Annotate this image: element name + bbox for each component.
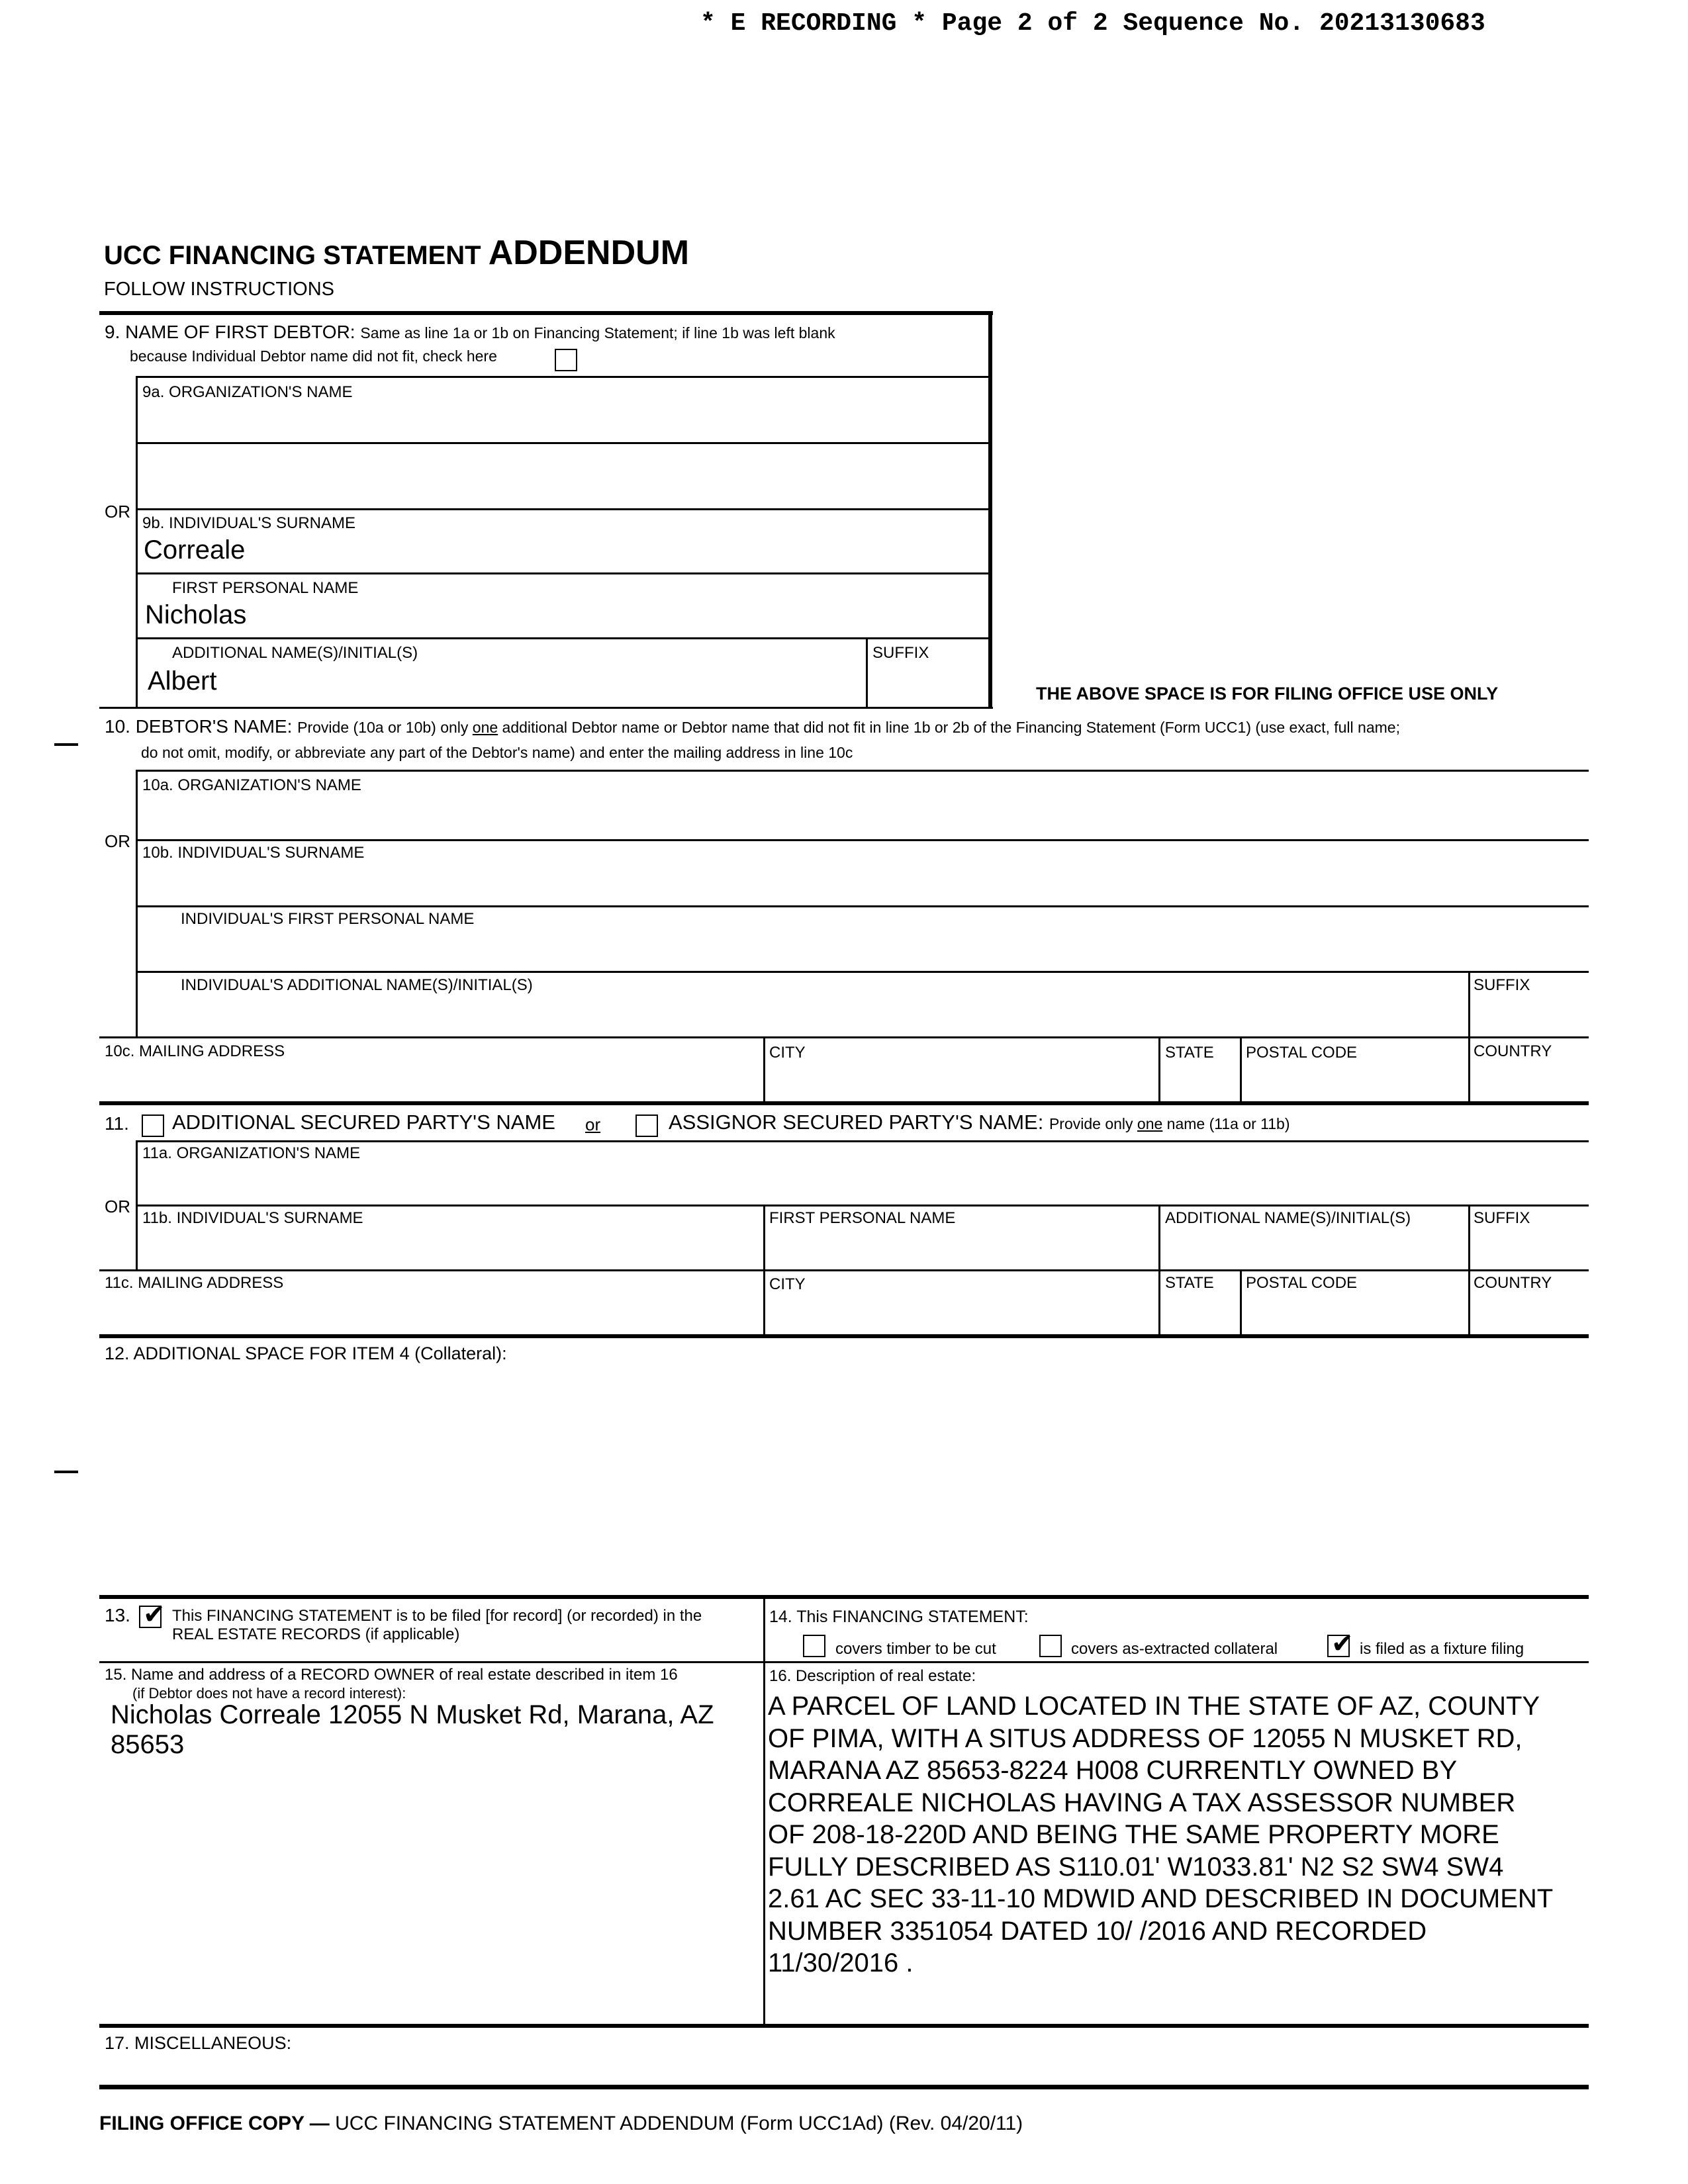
section17-top-rule	[99, 2024, 1589, 2028]
section17-label: 17. MISCELLANEOUS:	[105, 2033, 292, 2053]
section11-assignor-text: ASSIGNOR SECURED PARTY'S NAME:	[669, 1111, 1044, 1134]
section11a-label: 11a. ORGANIZATION'S NAME	[142, 1144, 361, 1162]
section11b-first-name-label: FIRST PERSONAL NAME	[769, 1209, 956, 1227]
recording-header: * E RECORDING * Page 2 of 2 Sequence No. 20213130683	[700, 9, 1485, 38]
section11c-postal-divider	[1240, 1269, 1242, 1336]
section15-owner-line2[interactable]: 85653	[111, 1730, 185, 1759]
section10c-state-label: STATE	[1165, 1044, 1214, 1062]
section10-rule-c	[136, 905, 1589, 907]
section13-num: 13.	[105, 1605, 130, 1625]
section14-timber-checkbox[interactable]	[803, 1635, 825, 1657]
section9-suffix-label: SUFFIX	[872, 644, 929, 662]
section11b-suffix-label: SUFFIX	[1474, 1209, 1530, 1227]
section13-checkbox[interactable]	[139, 1600, 165, 1630]
footer-filing-office-copy: FILING OFFICE COPY —	[99, 2113, 336, 2134]
section11-additional-checkbox[interactable]	[142, 1115, 164, 1137]
section10-suffix-label: SUFFIX	[1474, 976, 1530, 994]
section10-additional-label: INDIVIDUAL'S ADDITIONAL NAME(S)/INITIAL(S)	[181, 976, 533, 994]
footer-form-name: UCC FINANCING STATEMENT ADDENDUM (Form UCC1Ad) (Rev. 04/20/11)	[335, 2113, 1023, 2134]
section14-fixture-label: is filed as a fixture filing	[1360, 1640, 1524, 1658]
section10-or: OR	[105, 831, 130, 851]
section11c-postal-label: POSTAL CODE	[1246, 1274, 1358, 1292]
footer-text	[99, 2114, 1023, 2134]
section10c-postal-divider	[1240, 1036, 1242, 1103]
section11c-city-label: CITY	[769, 1275, 806, 1293]
description-line: NUMBER 3351054 DATED 10/ /2016 AND RECORDED	[768, 1916, 1427, 1946]
section9-left-rule	[136, 376, 138, 708]
section10-title: 10. DEBTOR'S NAME:	[105, 716, 293, 737]
section11c-rule	[99, 1269, 1589, 1271]
section11-or: OR	[105, 1197, 130, 1216]
section9-additional-label: ADDITIONAL NAME(S)/INITIAL(S)	[172, 644, 418, 662]
filing-office-use-only: THE ABOVE SPACE IS FOR FILING OFFICE USE ONLY	[1036, 684, 1499, 704]
section11-instruction: Provide only one name (11a or 11b)	[1049, 1115, 1290, 1132]
description-line: 11/30/2016 .	[768, 1948, 914, 1978]
section9-suffix-divider	[866, 637, 868, 708]
section9-additional-value[interactable]: Albert	[148, 666, 217, 696]
description-line: 2.61 AC SEC 33-11-10 MDWID AND DESCRIBED IN DOCUMENT	[768, 1884, 1554, 1913]
footer-rule	[99, 2085, 1589, 2089]
section10-instruction1: Provide (10a or 10b) only one additional Debtor name or Debtor name that did not fit in line 1b or 2b of the Financing Statement (Form UCC1) (use exact, full name;	[297, 719, 1400, 736]
section13-14-divider	[763, 1595, 765, 2025]
section10c-city-label: CITY	[769, 1044, 806, 1062]
section15-owner-line1[interactable]: Nicholas Correale 12055 N Musket Rd, Marana, AZ	[111, 1700, 714, 1729]
section10-heading	[105, 717, 1400, 737]
section10a-label: 10a. ORGANIZATION'S NAME	[142, 776, 361, 794]
description-line: MARANA AZ 85653-8224 H008 CURRENTLY OWNED BY	[768, 1756, 1458, 1785]
section10-top-rule	[99, 707, 993, 709]
section14-timber-label: covers timber to be cut	[835, 1640, 996, 1658]
section9-rule-d	[136, 572, 990, 574]
section9-rule-e	[136, 637, 990, 639]
section9-title: 9. NAME OF FIRST DEBTOR:	[105, 322, 355, 342]
check-mark-icon: ✔	[143, 1600, 165, 1630]
section9b-label: 9b. INDIVIDUAL'S SURNAME	[142, 514, 355, 532]
section11-rule-b	[136, 1205, 1589, 1206]
section14-extracted-checkbox[interactable]	[1039, 1635, 1062, 1657]
section14-label: 14. This FINANCING STATEMENT:	[769, 1608, 1029, 1626]
section10-rule-a	[136, 770, 1589, 772]
form-title	[104, 233, 689, 273]
section13-text-line2: REAL ESTATE RECORDS (if applicable)	[172, 1625, 460, 1643]
description-line: FULLY DESCRIBED AS S110.01' W1033.81' N2 S2 SW4 SW4	[768, 1852, 1504, 1882]
section12-top-rule	[99, 1334, 1589, 1338]
section16-description[interactable]	[768, 1690, 1553, 1979]
section9-top-rule	[99, 311, 993, 315]
section14-extracted-label: covers as-extracted collateral	[1071, 1640, 1278, 1658]
section10c-city-divider	[763, 1036, 765, 1103]
margin-mark-1	[54, 743, 78, 746]
form-title-addendum: ADDENDUM	[488, 234, 690, 272]
margin-mark-2	[54, 1471, 78, 1473]
section9-instruction1: Same as line 1a or 1b on Financing Statement; if line 1b was left blank	[360, 324, 835, 341]
section9-rule-a	[136, 376, 990, 378]
section10-rule-d	[136, 971, 1589, 973]
check-mark-icon: ✔	[1331, 1629, 1354, 1659]
section15-label-line2: (if Debtor does not have a record interest):	[132, 1685, 406, 1702]
section10c-country-label: COUNTRY	[1474, 1042, 1552, 1060]
section9-first-name-value[interactable]: Nicholas	[145, 600, 247, 629]
section13-top-rule	[99, 1595, 1589, 1599]
section11-assignor-label	[669, 1113, 1290, 1134]
description-line: A PARCEL OF LAND LOCATED IN THE STATE OF AZ, COUNTY	[768, 1692, 1540, 1721]
section11c-mailing-label: 11c. MAILING ADDRESS	[105, 1274, 284, 1292]
section9-rule-b	[136, 442, 990, 444]
form-title-main: UCC FINANCING STATEMENT	[104, 241, 489, 270]
section11-top-rule	[99, 1101, 1589, 1105]
section9-checkbox[interactable]	[555, 349, 577, 371]
section9-heading	[105, 322, 835, 343]
section9-or: OR	[105, 502, 130, 522]
section10-instruction2: do not omit, modify, or abbreviate any part of the Debtor's name) and enter the mailing address in line 10c	[141, 744, 853, 761]
section11b-label: 11b. INDIVIDUAL'S SURNAME	[142, 1209, 363, 1227]
section10c-rule	[99, 1036, 1589, 1038]
section10-first-name-label: INDIVIDUAL'S FIRST PERSONAL NAME	[181, 910, 475, 928]
section13-text-line1: This FINANCING STATEMENT is to be filed [for record] (or recorded) in the	[172, 1607, 702, 1625]
section9b-surname-value[interactable]: Correale	[144, 535, 246, 565]
section10-rule-b	[136, 839, 1589, 841]
section11-additional-label: ADDITIONAL SECURED PARTY'S NAME	[172, 1111, 555, 1134]
description-line: OF 208-18-220D AND BEING THE SAME PROPERTY MORE	[768, 1820, 1499, 1849]
section9-instruction2: because Individual Debtor name did not fit, check here	[130, 347, 497, 365]
section14-fixture-checkbox[interactable]	[1327, 1629, 1354, 1659]
section10b-label: 10b. INDIVIDUAL'S SURNAME	[142, 844, 365, 862]
section15-label-line1: 15. Name and address of a RECORD OWNER of real estate described in item 16	[105, 1666, 678, 1684]
section10c-mailing-label: 10c. MAILING ADDRESS	[105, 1042, 285, 1060]
section11-assignor-checkbox[interactable]	[635, 1115, 658, 1137]
section15-top-rule	[99, 1661, 1589, 1663]
section16-label: 16. Description of real estate:	[769, 1667, 976, 1685]
section9-rule-c	[136, 508, 990, 510]
section11c-state-label: STATE	[1165, 1274, 1214, 1292]
section9a-label: 9a. ORGANIZATION'S NAME	[142, 383, 353, 401]
section9-first-name-label: FIRST PERSONAL NAME	[172, 579, 359, 597]
section10c-postal-label: POSTAL CODE	[1246, 1044, 1358, 1062]
description-line: CORREALE NICHOLAS HAVING A TAX ASSESSOR NUMBER	[768, 1788, 1516, 1817]
section10c-state-divider	[1158, 1036, 1160, 1103]
section10-left-rule	[136, 770, 138, 1038]
section12-label: 12. ADDITIONAL SPACE FOR ITEM 4 (Collateral):	[105, 1343, 507, 1363]
section11-num: 11.	[105, 1113, 129, 1134]
section11-rule-a	[136, 1140, 1589, 1142]
section11c-country-label: COUNTRY	[1474, 1274, 1552, 1292]
description-line: OF PIMA, WITH A SITUS ADDRESS OF 12055 N MUSKET RD,	[768, 1723, 1523, 1753]
section11-or-word: or	[585, 1115, 601, 1134]
follow-instructions: FOLLOW INSTRUCTIONS	[104, 279, 335, 300]
section11b-additional-label: ADDITIONAL NAME(S)/INITIAL(S)	[1165, 1209, 1411, 1227]
